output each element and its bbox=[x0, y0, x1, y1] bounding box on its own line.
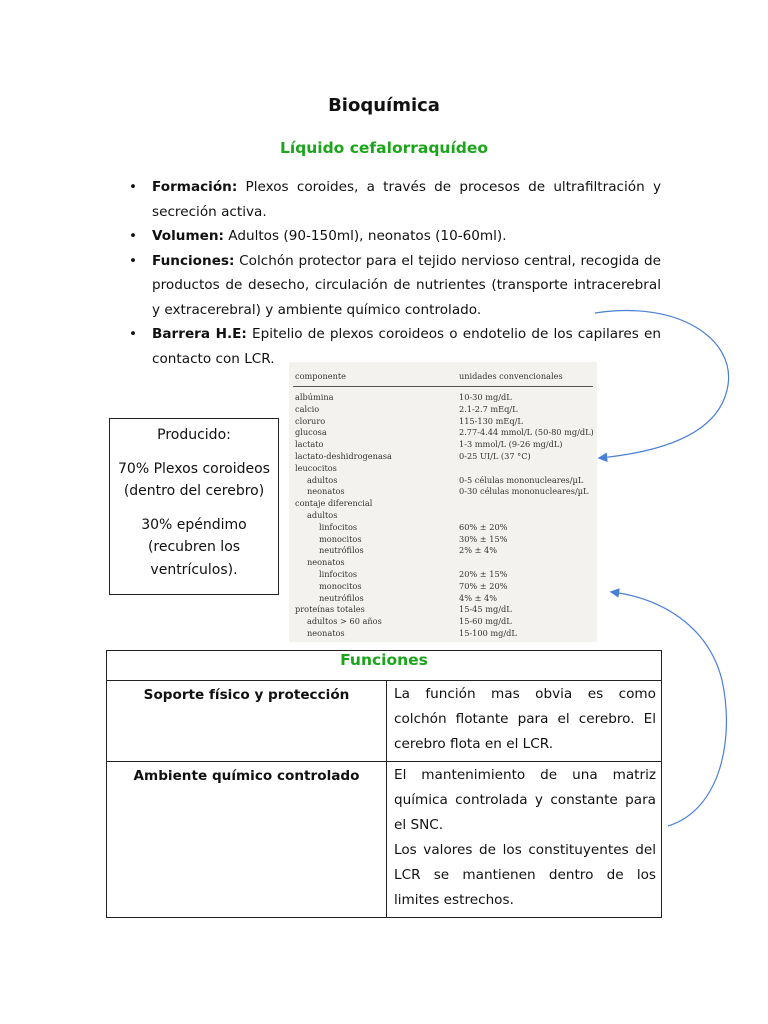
scan-cell-unidades: 15-100 mg/dL bbox=[459, 628, 517, 638]
scan-cell-unidades: 60% ± 20% bbox=[459, 521, 508, 532]
scan-cell-componente: albúmina bbox=[295, 392, 334, 402]
scan-row bbox=[289, 557, 597, 568]
scan-cell-componente: adultos bbox=[307, 474, 338, 485]
scan-cell-componente: neonatos bbox=[307, 628, 345, 638]
page-title: Bioquímica bbox=[328, 95, 440, 116]
scan-cell-componente: lactato bbox=[295, 439, 324, 450]
bullet-funciones bbox=[127, 249, 661, 323]
funcion-desc bbox=[387, 681, 662, 762]
funciones-heading: Funciones bbox=[107, 651, 662, 681]
funcion-desc bbox=[387, 762, 662, 918]
scan-divider bbox=[293, 386, 593, 387]
scan-header-unidades: unidades convencionales bbox=[459, 371, 563, 381]
scan-row bbox=[289, 416, 597, 427]
funcion-label: Ambiente químico controlado bbox=[107, 762, 387, 918]
scan-cell-unidades: 115-130 mEq/L bbox=[459, 415, 523, 426]
scan-cell-unidades: 0-5 células mononucleares/µL bbox=[459, 474, 584, 485]
scan-cell-unidades: 2% ± 4% bbox=[459, 545, 498, 556]
bullet-text: Epitelio de plexos coroideos o endotelio de los capilares en contacto con LCR. bbox=[152, 326, 661, 367]
bullet-volumen bbox=[127, 224, 661, 249]
scan-row bbox=[289, 439, 597, 450]
funcion-desc-paragraph: Los valores de los constituyentes del LCR se mantienen dentro de los limites estrechos. bbox=[394, 842, 656, 908]
funciones-header-row bbox=[107, 651, 662, 681]
bullet-list bbox=[127, 175, 661, 371]
scan-cell-componente: linfocitos bbox=[319, 521, 358, 532]
scan-cell-componente: linfocitos bbox=[319, 569, 358, 579]
scan-row bbox=[289, 392, 597, 403]
bullet-text: Colchón protector para el tejido nervioso central, recogida de productos de desecho, circulación de nutrientes (transporte intracerebral y extracerebral) y ambiente químico controlado. bbox=[152, 252, 661, 318]
scan-row bbox=[289, 593, 597, 604]
scan-row bbox=[289, 616, 597, 627]
scan-cell-componente: monocitos bbox=[319, 580, 362, 591]
scan-cell-componente: cloruro bbox=[295, 415, 326, 426]
producido-plexos: 70% Plexos coroideos (dentro del cerebro) bbox=[118, 460, 270, 499]
scan-row bbox=[289, 463, 597, 474]
scan-row bbox=[289, 475, 597, 486]
scan-cell-unidades: 10-30 mg/dL bbox=[459, 392, 512, 402]
scan-cell-unidades: 1-3 mmol/L (9-26 mg/dL) bbox=[459, 439, 563, 450]
scan-row bbox=[289, 451, 597, 462]
scan-cell-componente: lactato-deshidrogenasa bbox=[295, 451, 392, 461]
table-row bbox=[107, 681, 662, 762]
funcion-desc-paragraph: La función mas obvia es como colchón flotante para el cerebro. El cerebro flota en el LCR. bbox=[394, 686, 656, 752]
scan-row bbox=[289, 628, 597, 639]
producido-ependimo: 30% epéndimo (recubren los ventrículos). bbox=[141, 516, 247, 578]
scan-cell-unidades: 4% ± 4% bbox=[459, 592, 498, 603]
bullet-label: Barrera H.E: bbox=[152, 326, 247, 342]
bullet-glyph: • bbox=[129, 179, 138, 195]
scan-cell-unidades: 70% ± 20% bbox=[459, 580, 508, 591]
scan-cell-componente: leucocitos bbox=[295, 462, 337, 473]
producido-heading: Producido: bbox=[157, 427, 231, 443]
scan-cell-componente: monocitos bbox=[319, 533, 362, 544]
funcion-desc-paragraph: El mantenimiento de una matriz química controlada y constante para el SNC. bbox=[394, 767, 656, 833]
scan-cell-componente: proteínas totales bbox=[295, 604, 365, 615]
producido-box bbox=[109, 418, 279, 595]
scan-cell-unidades: 2.77-4.44 mmol/L (50-80 mg/dL) bbox=[459, 427, 594, 438]
scan-cell-unidades: 15-60 mg/dL bbox=[459, 616, 512, 627]
scan-cell-componente: calcio bbox=[295, 403, 320, 414]
scan-cell-unidades: 30% ± 15% bbox=[459, 533, 508, 544]
bullet-formacion bbox=[127, 175, 661, 224]
scan-row bbox=[289, 534, 597, 545]
bullet-glyph: • bbox=[129, 228, 138, 244]
scan-cell-unidades: 0-30 células mononucleares/µL bbox=[459, 486, 589, 497]
funciones-table bbox=[106, 650, 662, 918]
scanned-reference-table bbox=[289, 362, 597, 642]
scan-cell-unidades: 20% ± 15% bbox=[459, 569, 508, 579]
scan-cell-componente: neonatos bbox=[307, 486, 345, 497]
scan-cell-componente: neutrófilos bbox=[319, 545, 364, 556]
scan-cell-unidades: 15-45 mg/dL bbox=[459, 604, 512, 615]
bullet-label: Funciones: bbox=[152, 252, 235, 269]
scan-row bbox=[289, 498, 597, 509]
scan-row bbox=[289, 522, 597, 533]
scan-row bbox=[289, 510, 597, 521]
bullet-label: Volumen: bbox=[152, 228, 224, 244]
page-subtitle: Líquido cefalorraquídeo bbox=[279, 139, 489, 157]
scan-cell-unidades: 0-25 UI/L (37 °C) bbox=[459, 451, 531, 461]
bullet-label: Formación: bbox=[152, 179, 238, 195]
scan-row bbox=[289, 581, 597, 592]
bullet-glyph: • bbox=[129, 326, 138, 342]
scan-cell-componente: neutrófilos bbox=[319, 592, 364, 603]
bullet-glyph: • bbox=[129, 252, 138, 269]
scan-row bbox=[289, 404, 597, 415]
bullet-text: Plexos coroides, a través de procesos de ultrafiltración y secreción activa. bbox=[152, 179, 661, 220]
scan-row bbox=[289, 486, 597, 497]
scan-row bbox=[289, 545, 597, 556]
scan-header-componente: componente bbox=[295, 371, 346, 381]
table-row bbox=[107, 762, 662, 918]
scan-cell-componente: contaje diferencial bbox=[295, 498, 373, 509]
scan-cell-unidades: 2.1-2.7 mEq/L bbox=[459, 403, 518, 414]
scan-cell-componente: adultos bbox=[307, 510, 338, 520]
bullet-text: Adultos (90-150ml), neonatos (10-60ml). bbox=[223, 228, 507, 244]
scan-cell-componente: adultos > 60 años bbox=[307, 616, 382, 627]
scan-cell-componente: neonatos bbox=[307, 557, 345, 568]
scan-row bbox=[289, 604, 597, 615]
scan-row bbox=[289, 569, 597, 580]
funcion-label: Soporte físico y protección bbox=[107, 681, 387, 762]
scan-cell-componente: glucosa bbox=[295, 427, 327, 438]
scan-row bbox=[289, 427, 597, 438]
